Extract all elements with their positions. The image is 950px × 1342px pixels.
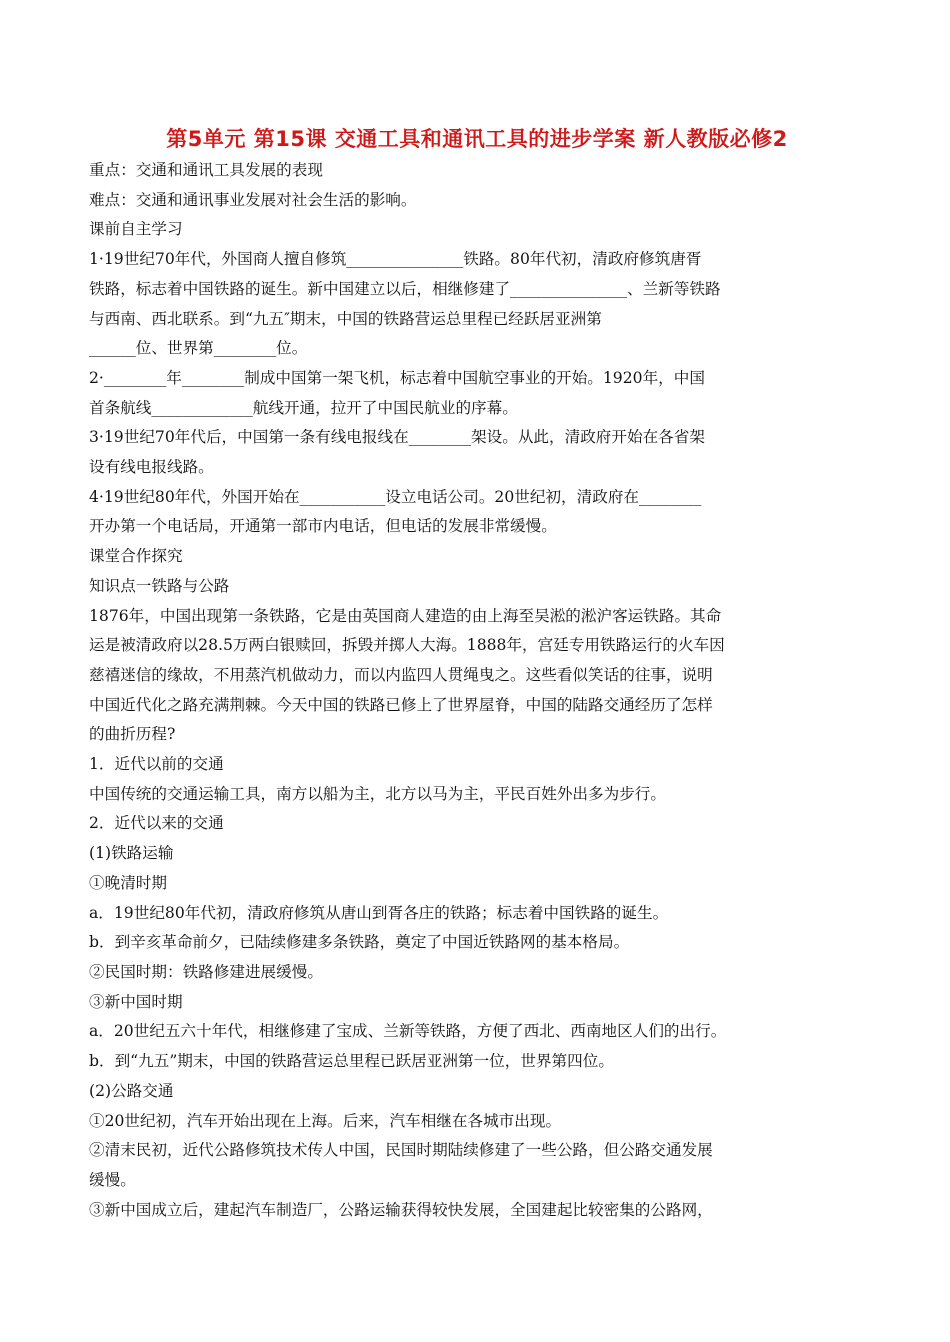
question-2-line-1: 2·________年________制成中国第一架飞机，标志着中国航空事业的开始。1920年，中国 [89,368,705,387]
intro-paragraph-line-4: 中国近代化之路充满荆棘。今天中国的铁路已修上了世界屋脊，中国的陆路交通经历了怎样 [89,695,713,714]
document-page [89,124,865,1225]
section-heading-cooperation: 课堂合作探究 [89,547,183,566]
document-title: 第5单元 第15课 交通工具和通讯工具的进步学案 新人教版必修2 [166,127,788,151]
highway-3: ③新中国成立后，建起汽车制造厂，公路运输获得较快发展，全国建起比较密集的公路网， [89,1200,713,1219]
intro-paragraph-line-1: 1876年，中国出现第一条铁路，它是由英国商人建造的由上海至吴淞的淞沪客运铁路。其命 [89,606,722,625]
knowledge-point-heading: 知识点一铁路与公路 [89,576,230,595]
question-2-line-2: 首条航线_____________航线开通，拉开了中国民航业的序幕。 [89,398,518,417]
question-1-line-2: 铁路，标志着中国铁路的诞生。新中国建立以后，相继修建了_______________、兰新等铁路 [89,279,721,298]
new-china-heading: ③新中国时期 [89,992,183,1011]
late-qing-heading: ①晚清时期 [89,873,167,892]
intro-paragraph-line-3: 慈禧迷信的缘故，不用蒸汽机做动力，而以内监四人贯绳曳之。这些看似笑话的往事，说明 [89,665,713,684]
question-3-line-2: 设有线电报线路。 [89,458,214,477]
question-1-line-3: 与西南、西北联系。到“九五″期末，中国的铁路营运总里程已经跃居亚洲第 [89,309,602,328]
key-point-line: 重点：交通和通讯工具发展的表现 [89,161,323,179]
new-china-b: b．到“九五”期末，中国的铁路营运总里程已跃居亚洲第一位，世界第四位。 [89,1052,614,1071]
highway-1: ①20世纪初，汽车开始出现在上海。后来，汽车相继在各城市出现。 [89,1111,562,1130]
republic-period: ②民国时期：铁路修建进展缓慢。 [89,962,323,981]
question-4-line-2: 开办第一个电话局，开通第一部市内电话，但电话的发展非常缓慢。 [89,517,557,536]
section-heading-preview: 课前自主学习 [89,220,183,239]
subheading-modern: 2．近代以来的交通 [89,814,224,833]
highway-2-line-2: 缓慢。 [89,1170,136,1189]
premodern-text: 中国传统的交通运输工具，南方以船为主，北方以马为主，平民百姓外出多为步行。 [89,784,666,803]
intro-paragraph-line-5: 的曲折历程? [89,725,176,744]
subheading-highway: (2)公路交通 [89,1081,174,1100]
document-body [89,156,865,1225]
question-1-line-4: ______位、世界第________位。 [89,339,308,358]
difficulty-line: 难点：交通和通讯事业发展对社会生活的影响。 [89,190,417,209]
highway-2-line-1: ②清末民初，近代公路修筑技术传人中国，民国时期陆续修建了一些公路，但公路交通发展 [89,1141,713,1160]
question-4-line-1: 4·19世纪80年代，外国开始在___________设立电话公司。20世纪初，清政府在________ [89,487,702,506]
new-china-a: a．20世纪五六十年代，相继修建了宝成、兰新等铁路，方便了西北、西南地区人们的出行。 [89,1022,727,1041]
subheading-railway: (1)铁路运输 [89,844,174,863]
question-3-line-1: 3·19世纪70年代后，中国第一条有线电报线在________架设。从此，清政府开始在各省架 [89,428,705,447]
late-qing-a: a．19世纪80年代初，清政府修筑从唐山到胥各庄的铁路；标志着中国铁路的诞生。 [89,903,669,922]
intro-paragraph-line-2: 运是被清政府以28.5万两白银赎回，拆毁并掷人大海。1888年，宫廷专用铁路运行的火车因 [89,636,725,655]
late-qing-b: b．到辛亥革命前夕，已陆续修建多条铁路，奠定了中国近铁路网的基本格局。 [89,933,630,952]
question-1-line-1: 1·19世纪70年代，外国商人擅自修筑_______________铁路。80年代初，清政府修筑唐胥 [89,250,702,269]
subheading-premodern: 1．近代以前的交通 [89,755,224,774]
